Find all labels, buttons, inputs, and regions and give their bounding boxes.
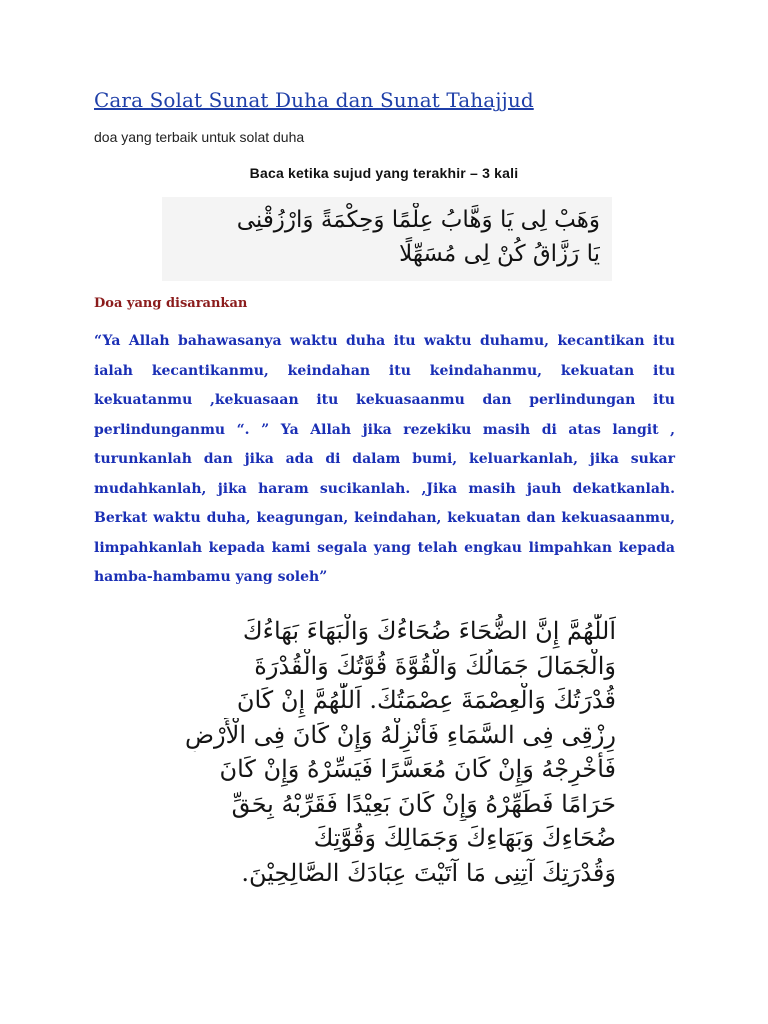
arabic-line: وَقُدْرَتِكَ آتِنِى مَا آتَيْتَ عِبَادَكَ الصَّالِحِيْنَ.: [241, 858, 616, 887]
arabic-line: ضُحَاءِكَ وَبَهَاءِكَ وَجَمَالِكَ وَقُوَّتِكَ: [313, 824, 616, 852]
arabic-line: وَهَبْ لِى يَا وَهَّابُ عِلْمًا وَحِكْمَةً وَارْزُقْنِى: [236, 207, 600, 233]
arabic-line: قُدْرَتُكَ وَالْعِصْمَةَ عِصْمَتُكَ. اَللّٰهُمَّ إِنْ كَانَ: [236, 686, 616, 714]
prayer-translation: “Ya Allah bahawasanya waktu duha itu waktu duhamu, kecantikan itu ialah kecantikanmu, keindahan itu keindahanmu, kekuatan itu kekuatanmu ,kekuasaan itu kekuasaanmu dan perlindungan itu perlindunganmu “. ” Ya Allah jika rezekiku masih di atas langit , turunkanlah dan jika ada di dalam bumi, keluarkanlah, jika sukar mudahkanlah, jika haram sucikanlah. ,Jika masih jauh dekatkanlah. Berkat waktu duha, keagungan, keindahan, kekuatan dan kekuasaanmu, limpahkanlah kepada kami segala yang telah engkau limpahkan kepada hamba-hambamu yang soleh”: [94, 333, 675, 585]
arabic-line: فَأَخْرِجْهُ وَإِنْ كَانَ مُعَسَّرًا فَيَسِّرْهُ وَإِنْ كَانَ: [219, 755, 616, 783]
arabic-short-prayer: [162, 197, 612, 281]
arabic-line: رِزْقِى فِى السَّمَاءِ فَأَنْزِلْهُ وَإِنْ كَانَ فِى الْأَرْضِ: [185, 720, 616, 749]
arabic-long-prayer: [146, 610, 622, 900]
subtitle: doa yang terbaik untuk solat duha: [94, 129, 305, 145]
arabic-line: يَا رَزَّاقُ كُنْ لِى مُسَهِّلًا: [399, 241, 600, 267]
instruction-heading: Baca ketika sujud yang terakhir – 3 kali: [249, 165, 519, 181]
arabic-line: اَللّٰهُمَّ إِنَّ الضُّحَاءَ ضُحَاءُكَ وَالْبَهَاءَ بَهَاءُكَ: [242, 617, 616, 645]
page-title[interactable]: Cara Solat Sunat Duha dan Sunat Tahajjud: [94, 88, 534, 112]
arabic-line: حَرَامًا فَطَهِّرْهُ وَإِنْ كَانَ بَعِيْدًا فَقَرِّبْهُ بِحَقِّ: [231, 789, 616, 818]
arabic-line: وَالْجَمَالَ جَمَالُكَ وَالْقُوَّةَ قُوَّتُكَ وَالْقُدْرَةَ: [254, 651, 616, 680]
section-label: Doa yang disarankan: [94, 296, 248, 311]
